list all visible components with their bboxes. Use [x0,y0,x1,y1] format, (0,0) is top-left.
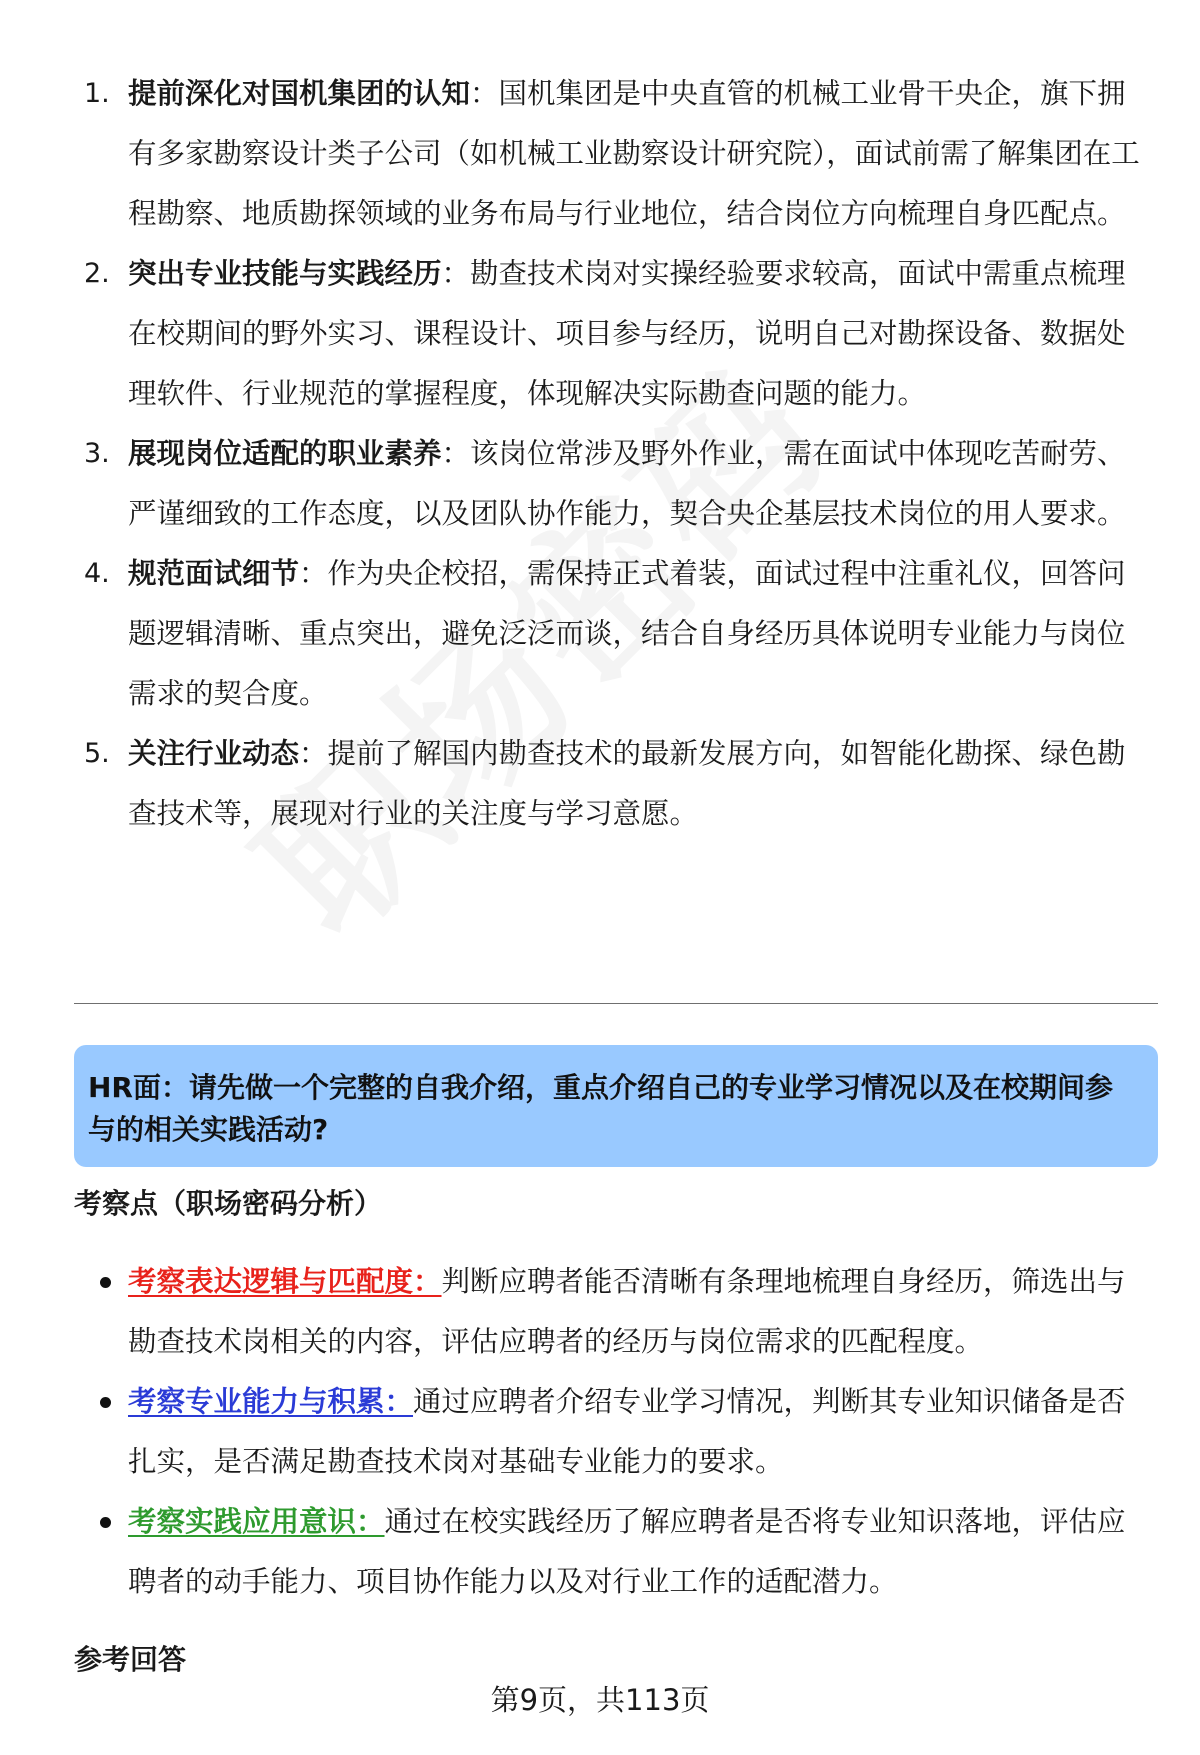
assessment-point-body: 通过应聘者介绍专业学习情况，判断其专业知识储备是否扎实，是否满足勘查技术岗对基础专业能力的要求。 [128,1385,1126,1478]
assessment-point-title: 考察专业能力与积累： [128,1385,414,1418]
tip-title: 规范面试细节 [128,557,300,590]
section-divider [74,1003,1158,1004]
assessment-point-title: 考察实践应用意识： [128,1505,385,1538]
assessment-heading: 考察点（职场密码分析） [74,1187,383,1220]
tip-item [76,244,1146,424]
assessment-point [76,1252,1146,1372]
reference-answer-heading: 参考回答 [74,1643,187,1676]
tip-number: 1. [84,78,110,109]
tip-item [76,544,1146,724]
bullet-dot-icon [100,1397,111,1408]
tip-number: 5. [84,738,110,769]
tip-number: 3. [84,438,110,469]
bullet-dot-icon [100,1277,111,1288]
assessment-point [76,1492,1146,1612]
tip-title: 展现岗位适配的职业素养 [128,437,442,470]
tip-item [76,64,1146,244]
tip-body: ：该岗位常涉及野外作业，需在面试中体现吃苦耐劳、严谨细致的工作态度，以及团队协作能力，契合央企基层技术岗位的用人要求。 [128,437,1126,530]
tip-title: 提前深化对国机集团的认知 [128,77,471,110]
assessment-point [76,1372,1146,1492]
page-number: 第9页，共113页 [490,1683,710,1717]
assessment-point-body: 判断应聘者能否清晰有条理地梳理自身经历，筛选出与勘查技术岗相关的内容，评估应聘者的经历与岗位需求的匹配程度。 [128,1265,1126,1358]
assessment-points-list [76,1252,1146,1612]
tip-body: ：国机集团是中央直管的机械工业骨干央企，旗下拥有多家勘察设计类子公司（如机械工业勘察设计研究院），面试前需了解集团在工程勘察、地质勘探领域的业务布局与行业地位，结合岗位方向梳理自身匹配点。 [128,77,1140,230]
tip-title: 突出专业技能与实践经历 [128,257,442,290]
tip-body: ：勘查技术岗对实操经验要求较高，面试中需重点梳理在校期间的野外实习、课程设计、项目参与经历，说明自己对勘探设备、数据处理软件、行业规范的掌握程度，体现解决实际勘查问题的能力。 [128,257,1126,410]
interview-question-text: HR面：请先做一个完整的自我介绍，重点介绍自己的专业学习情况以及在校期间参与的相关实践活动? [88,1071,1113,1146]
tip-item [76,724,1146,844]
bullet-dot-icon [100,1517,111,1528]
tips-list [76,64,1146,844]
assessment-point-title: 考察表达逻辑与匹配度： [128,1265,442,1298]
assessment-point-body: 通过在校实践经历了解应聘者是否将专业知识落地，评估应聘者的动手能力、项目协作能力以及对行业工作的适配潜力。 [128,1505,1126,1598]
tip-body: ：作为央企校招，需保持正式着装，面试过程中注重礼仪，回答问题逻辑清晰、重点突出，避免泛泛而谈，结合自身经历具体说明专业能力与岗位需求的契合度。 [128,557,1126,710]
tip-title: 关注行业动态 [128,737,300,770]
tip-number: 4. [84,558,110,589]
tip-item [76,424,1146,544]
interview-question-box [74,1045,1158,1167]
tip-number: 2. [84,258,110,289]
tip-body: ：提前了解国内勘查技术的最新发展方向，如智能化勘探、绿色勘查技术等，展现对行业的关注度与学习意愿。 [128,737,1126,830]
